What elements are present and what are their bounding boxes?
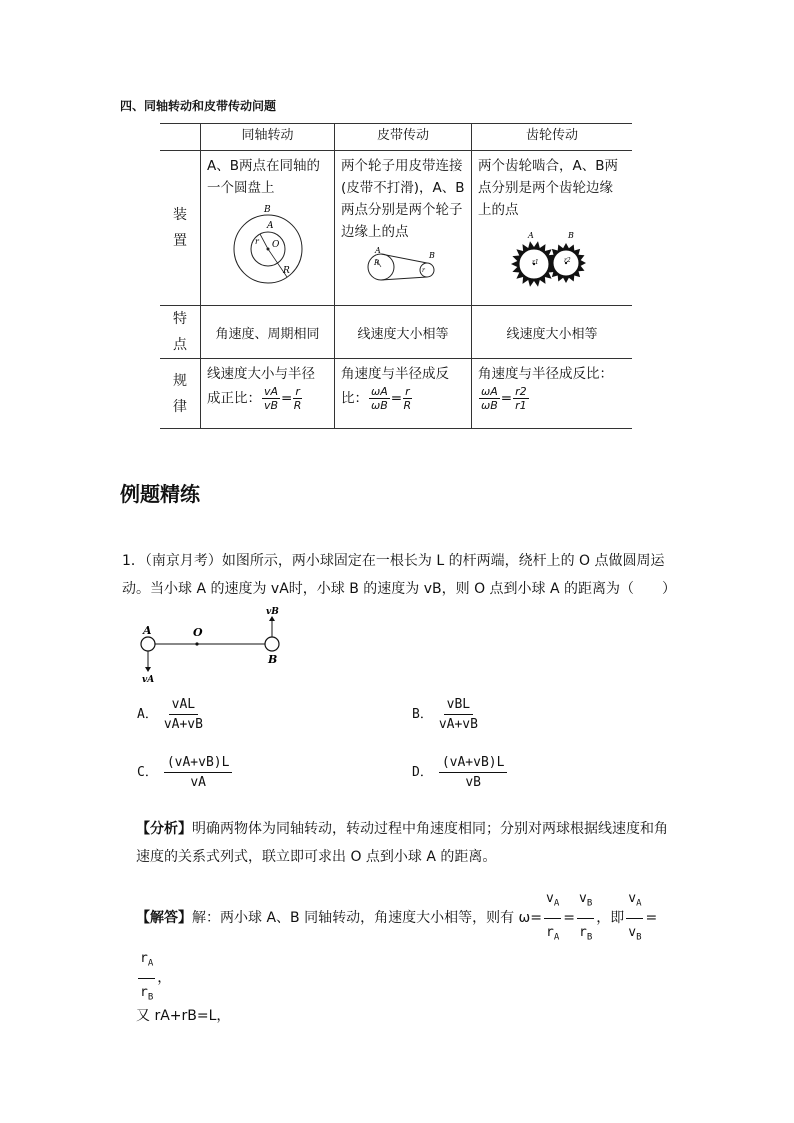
gear-label-r1: r1 bbox=[532, 259, 539, 266]
cell-belt-rule bbox=[335, 359, 472, 429]
comparison-table bbox=[160, 123, 632, 429]
belt-label-R: R bbox=[374, 259, 380, 267]
answer-line2-suffix: ， bbox=[157, 970, 172, 987]
ratio-fraction bbox=[479, 385, 500, 412]
cell-coaxial-feature: 角速度、周期相同 bbox=[201, 306, 335, 359]
ratio-fraction bbox=[369, 385, 390, 412]
belt-label-r: r bbox=[422, 267, 425, 274]
option-fraction bbox=[164, 697, 203, 732]
ratio-vA-vB: $\frac{v_A}{v_B}$ bbox=[626, 885, 643, 951]
belt-drive-diagram bbox=[335, 243, 471, 285]
ratio-rA-rB: $\frac{r_A}{r_B}$ bbox=[138, 945, 155, 1011]
belt-device-text: 两个轮子用皮带连接(皮带不打滑)，A、B两点分别是两个轮子边缘上的点 bbox=[341, 158, 465, 240]
velocity-B-label: vB bbox=[266, 607, 279, 617]
rule-text: 线速度大小与半径成正比： $\frac{vA}{vB}$ = $\frac{r}{R}$ bbox=[207, 366, 315, 412]
velocity-A-label: vA bbox=[142, 675, 155, 685]
pivot-O-label: O bbox=[193, 626, 203, 639]
question-text: 1．（南京月考）如图所示，两小球固定在一根长为 L 的杆两端，绕杆上的 O 点做圆周运动。当小球 A 的速度为 vA时，小球 B 的速度为 vB，则 O 点到小球 A 的距离为（ ） bbox=[122, 553, 677, 597]
row-label-features bbox=[160, 306, 201, 359]
row-label-text: 规律 bbox=[173, 372, 187, 415]
fraction-denominator: vB bbox=[465, 775, 481, 790]
rule-description: 角速度与半径成反比： bbox=[478, 366, 613, 382]
fraction-numerator: vA bbox=[264, 385, 279, 398]
table-row-device bbox=[160, 151, 632, 306]
fraction-denominator: ωB bbox=[480, 399, 498, 412]
option-fraction bbox=[439, 755, 508, 790]
answer-line-3: 又 rA+rB=L， bbox=[136, 1008, 231, 1024]
row-label-text: 特点 bbox=[173, 311, 187, 353]
ball-B-label: B bbox=[268, 653, 278, 666]
answer-mid: ，即 bbox=[596, 910, 625, 927]
corner-cell bbox=[160, 124, 201, 151]
gear-label-B: B bbox=[568, 231, 574, 240]
option-A[interactable] bbox=[137, 697, 203, 732]
fraction-numerator: (vA+vB)L bbox=[164, 755, 233, 773]
belt-label-B: B bbox=[429, 251, 435, 260]
fraction-denominator: R bbox=[403, 399, 412, 412]
analysis-tag: 【分析】 bbox=[136, 821, 192, 837]
header-coaxial: 同轴转动 bbox=[201, 124, 335, 151]
fraction-denominator: vA+vB bbox=[438, 717, 478, 732]
fraction-denominator: vA+vB bbox=[163, 717, 203, 732]
analysis-paragraph bbox=[136, 815, 676, 871]
header-gear: 齿轮传动 bbox=[472, 124, 633, 151]
gear-device-text: 两个齿轮啮合，A、B两点分别是两个齿轮边缘上的点 bbox=[478, 158, 618, 218]
option-label: C． bbox=[137, 765, 158, 780]
gear-label-A: A bbox=[528, 231, 534, 240]
fraction-denominator: ωB bbox=[370, 399, 388, 412]
rule-description: 角速度与半径成反比： bbox=[341, 366, 449, 407]
row-label-rules bbox=[160, 359, 201, 429]
fraction-numerator: vBL bbox=[444, 697, 473, 715]
option-C[interactable] bbox=[137, 755, 232, 790]
rule-text: 角速度与半径成反比： $\frac{\omega A}{\omega B}$ = $\frac{r2}{r1}$ bbox=[472, 359, 632, 412]
fraction-numerator: (vA+vB)L bbox=[439, 755, 508, 773]
fraction-numerator: r bbox=[295, 385, 300, 398]
label-R: R bbox=[283, 266, 290, 276]
option-D[interactable] bbox=[412, 755, 507, 790]
cell-gear-device bbox=[472, 151, 633, 306]
label-B: B bbox=[264, 205, 271, 215]
option-label: D． bbox=[412, 765, 433, 780]
fraction-denominator: R bbox=[293, 399, 302, 412]
cell-gear-feature: 线速度大小相等 bbox=[472, 306, 633, 359]
option-label: A． bbox=[137, 707, 158, 722]
gear-drive-diagram bbox=[472, 221, 632, 291]
rule-text: 角速度与半径成反比： $\frac{\omega A}{\omega B}$ = $\frac{r}{R}$ bbox=[341, 366, 449, 412]
fraction-numerator: vAL bbox=[169, 697, 198, 715]
answer-tag: 【解答】 bbox=[136, 910, 192, 927]
rod-figure bbox=[138, 605, 288, 685]
ratio-vA-rA: $\frac{v_A}{r_A}$ bbox=[544, 885, 561, 951]
ratio-vB-rB: $\frac{v_B}{r_B}$ bbox=[577, 885, 594, 951]
fraction-denominator: r1 bbox=[515, 399, 527, 412]
table-row-features bbox=[160, 306, 632, 359]
cell-coaxial-device bbox=[201, 151, 335, 306]
ratio-fraction bbox=[293, 385, 302, 412]
table-row-rules bbox=[160, 359, 632, 429]
cell-coaxial-rule bbox=[201, 359, 335, 429]
coaxial-device-text: A、B两点在同轴的一个圆盘上 bbox=[207, 158, 320, 196]
fraction-numerator: ωA bbox=[481, 385, 498, 398]
gear-label-r2: r2 bbox=[564, 257, 571, 264]
belt-label-A: A bbox=[375, 246, 381, 255]
table-header-row bbox=[160, 124, 632, 151]
header-belt: 皮带传动 bbox=[335, 124, 472, 151]
cell-belt-device bbox=[335, 151, 472, 306]
fraction-denominator: vB bbox=[263, 399, 279, 412]
label-O: O bbox=[272, 240, 280, 250]
cell-belt-feature: 线速度大小相等 bbox=[335, 306, 472, 359]
option-B[interactable] bbox=[412, 697, 478, 732]
ratio-fraction bbox=[403, 385, 412, 412]
label-r: r bbox=[255, 237, 259, 246]
analysis-text: 明确两物体为同轴转动，转动过程中角速度相同；分别对两球根据线速度和角速度的关系式列式，联立即可求出 O 点到小球 A 的距离。 bbox=[136, 821, 668, 865]
label-A: A bbox=[267, 221, 274, 231]
option-label: B． bbox=[412, 707, 433, 722]
answer-prefix: 解：两小球 A、B 同轴转动，角速度大小相等，则有 ω= bbox=[192, 910, 542, 927]
row-label-device bbox=[160, 151, 201, 306]
fraction-denominator: vA bbox=[190, 775, 206, 790]
row-label-text: 装置 bbox=[173, 207, 187, 249]
fraction-numerator: r bbox=[405, 385, 410, 398]
section-title: 四、同轴转动和皮带传动问题 bbox=[120, 99, 277, 113]
ball-A-label: A bbox=[143, 624, 152, 637]
option-fraction bbox=[439, 697, 478, 732]
example-heading: 例题精练 bbox=[120, 482, 200, 506]
coaxial-disc-diagram bbox=[201, 199, 334, 287]
option-fraction bbox=[164, 755, 233, 790]
fraction-numerator: ωA bbox=[371, 385, 388, 398]
fraction-numerator: r2 bbox=[515, 385, 527, 398]
cell-gear-rule bbox=[472, 359, 633, 429]
rule-description: 线速度大小与半径成正比： bbox=[207, 366, 315, 407]
ratio-fraction bbox=[262, 385, 280, 412]
answer-paragraph: 【解答】解：两小球 A、B 同轴转动，角速度大小相等，则有 ω= $\frac{v_A}{r_A}$ = $\frac{v_B}{r_B}$ ，即 $\frac{v_A}{v_B}$ = bbox=[136, 885, 696, 951]
ratio-fraction bbox=[513, 385, 529, 412]
